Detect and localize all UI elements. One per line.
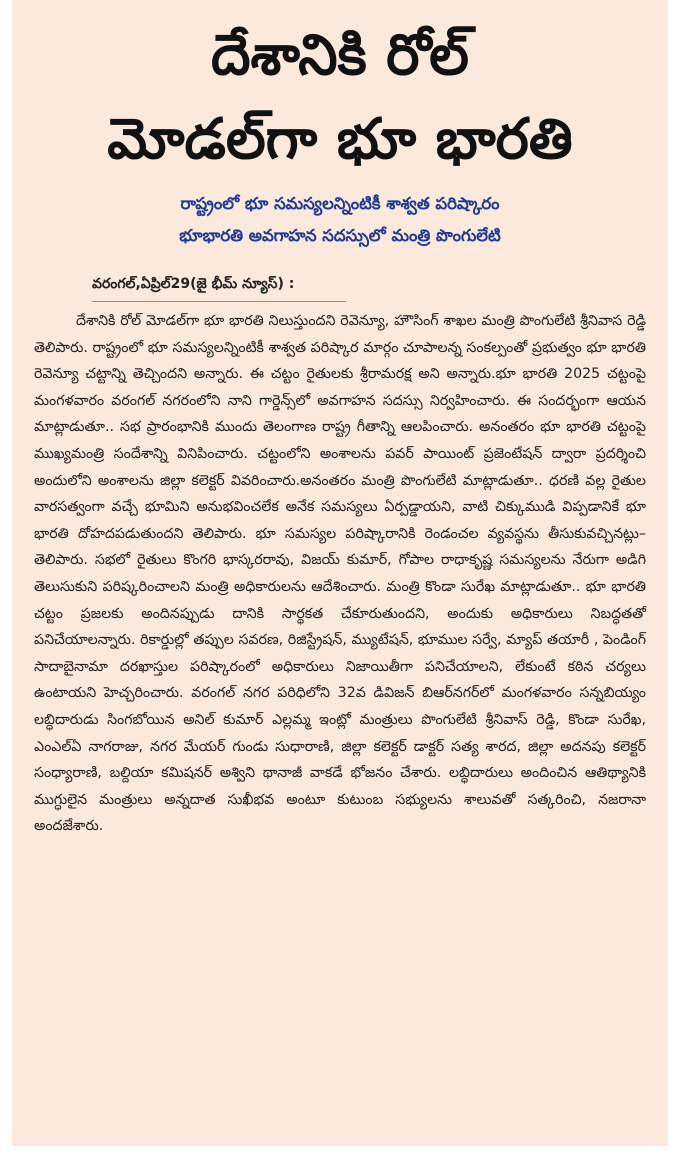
subheading-line-2: భూభారతి అవగాహన సదస్సులో మంత్రి పొంగులేటి: [179, 226, 501, 245]
dateline-divider: [92, 301, 346, 302]
dateline: వరంగల్,ఏప్రిల్29(జై భీమ్ న్యూస్) :: [92, 276, 295, 292]
headline-line-1: దేశానికి రోల్: [211, 23, 469, 88]
headline: [34, 0, 646, 182]
subheading-line-1: రాష్ట్రంలో భూ సమస్యలన్నింటికీ శాశ్వత పరిష్కారం: [180, 194, 500, 213]
subheading: [34, 188, 646, 252]
article-body: దేశానికి రోల్ మోడల్‌గా భూ భారతి నిలుస్తుందని రెవెన్యూ, హౌసింగ్ శాఖల మంత్రి పొంగులేటి శ్రీనివాస రెడ్డి తెలిపారు. రాష్ట్రంలో భూ సమస్యలన్నింటికీ శాశ్వత పరిష్కార మార్గం చూపాలన్న సంకల్పంతో ప్రభుత్వం భూ భారతి రెవెన్యూ చట్టాన్ని తెచ్చిందని అన్నారు. ఈ చట్టం రైతులకు శ్రీరామరక్ష అని అన్నారు.భూ భారతి 2025 చట్టంపై మంగళవారం వరంగల్ నగరంలోని నాని గార్డెన్స్‌లో అవగాహన సదస్సు నిర్వహించారు. ఈ సందర్భంగా ఆయన మాట్లాడుతూ.. సభ ప్రారంభానికి ముందు తెలంగాణ రాష్ట్ర గీతాన్ని ఆలపించారు. అనంతరం భూ భారతి చట్టంపై ముఖ్యమంత్రి సందేశాన్ని వినిపించారు. చట్టంలోని అంశాలను పవర్ పాయింట్ ప్రజెంటేషన్ ద్వారా ప్రదర్శించి అందులోని అంశాలను జిల్లా కలెక్టర్ వివరించారు.అనంతరం మంత్రి పొంగులేటి మాట్లాడుతూ.. ధరణి వల్ల రైతుల వారసత్వంగా వచ్చే భూమిని అనుభవించలేక అనేక సమస్యలు ఏర్పడ్డాయని, వాటి చిక్కుముడి విప్పడానికే భూ భారతి దోహదపడుతుందని తెలిపారు. భూ సమస్యల పరిష్కారానికి రెండంచల వ్యవస్థను తీసుకువచ్చినట్లు– తెలిపారు. సభలో రైతులు కొంగరి భాస్కరరావు, విజయ్ కుమార్, గోపాల రాధాకృష్ణ సమస్యలను నేరుగా అడిగి తెలుసుకుని పరిష్కరించాలని మంత్రి అధికారులను ఆదేశించారు. మంత్రి కొండా సురేఖ మాట్లాడుతూ.. భూ భారతి చట్టం ప్రజలకు అందినప్పుడు దానికి సార్థకత చేకూరుతుందని, అందుకు అధికారులు నిబద్ధతతో పనిచేయాలన్నారు. రికార్డుల్లో తప్పుల సవరణ, రిజిస్ట్రేషన్, మ్యుటేషన్, భూముల సర్వే, మ్యాప్ తయారీ , పెండింగ్ సాదాబైనామా దరఖాస్తుల పరిష్కారంలో అధికారులు నిజాయితీగా పనిచేయాలని, లేకుంటే కఠిన చర్యలు ఉంటాయని హెచ్చరించారు. వరంగల్ నగర పరిధిలోని 32వ డివిజన్ బిఆర్‌నగర్‌లో మంగళవారం సన్నబియ్యం లబ్ధిదారుడు సింగబోయిన అనిల్ కుమార్ ఎల్లమ్మ ఇంట్లో మంత్రులు పొంగులేటి శ్రీనివాస్ రెడ్డి, కొండా సురేఖ, ఎంఎల్ఏ నాగరాజు, నగర మేయర్ గుండు సుధారాణి, జిల్లా కలెక్టర్ డాక్టర్ సత్య శారద, జిల్లా అదనపు కలెక్టర్ సంధ్యారాణి, బల్దియా కమిషనర్ అశ్విని థానాజీ వాకడే భోజనం చేశారు. లబ్ధిదారులు అందించిన ఆతిథ్యానికి ముగ్ధులైన మంత్రులు అన్నదాత సుఖీభవ అంటూ కుటుంబ సభ్యులను శాలువతో సత్కరించి, నజరానా అందజేశారు.: [34, 313, 646, 835]
newspaper-clipping: [12, 0, 668, 1146]
headline-line-2: మోడల్‌గా భూ భారతి: [107, 107, 573, 172]
